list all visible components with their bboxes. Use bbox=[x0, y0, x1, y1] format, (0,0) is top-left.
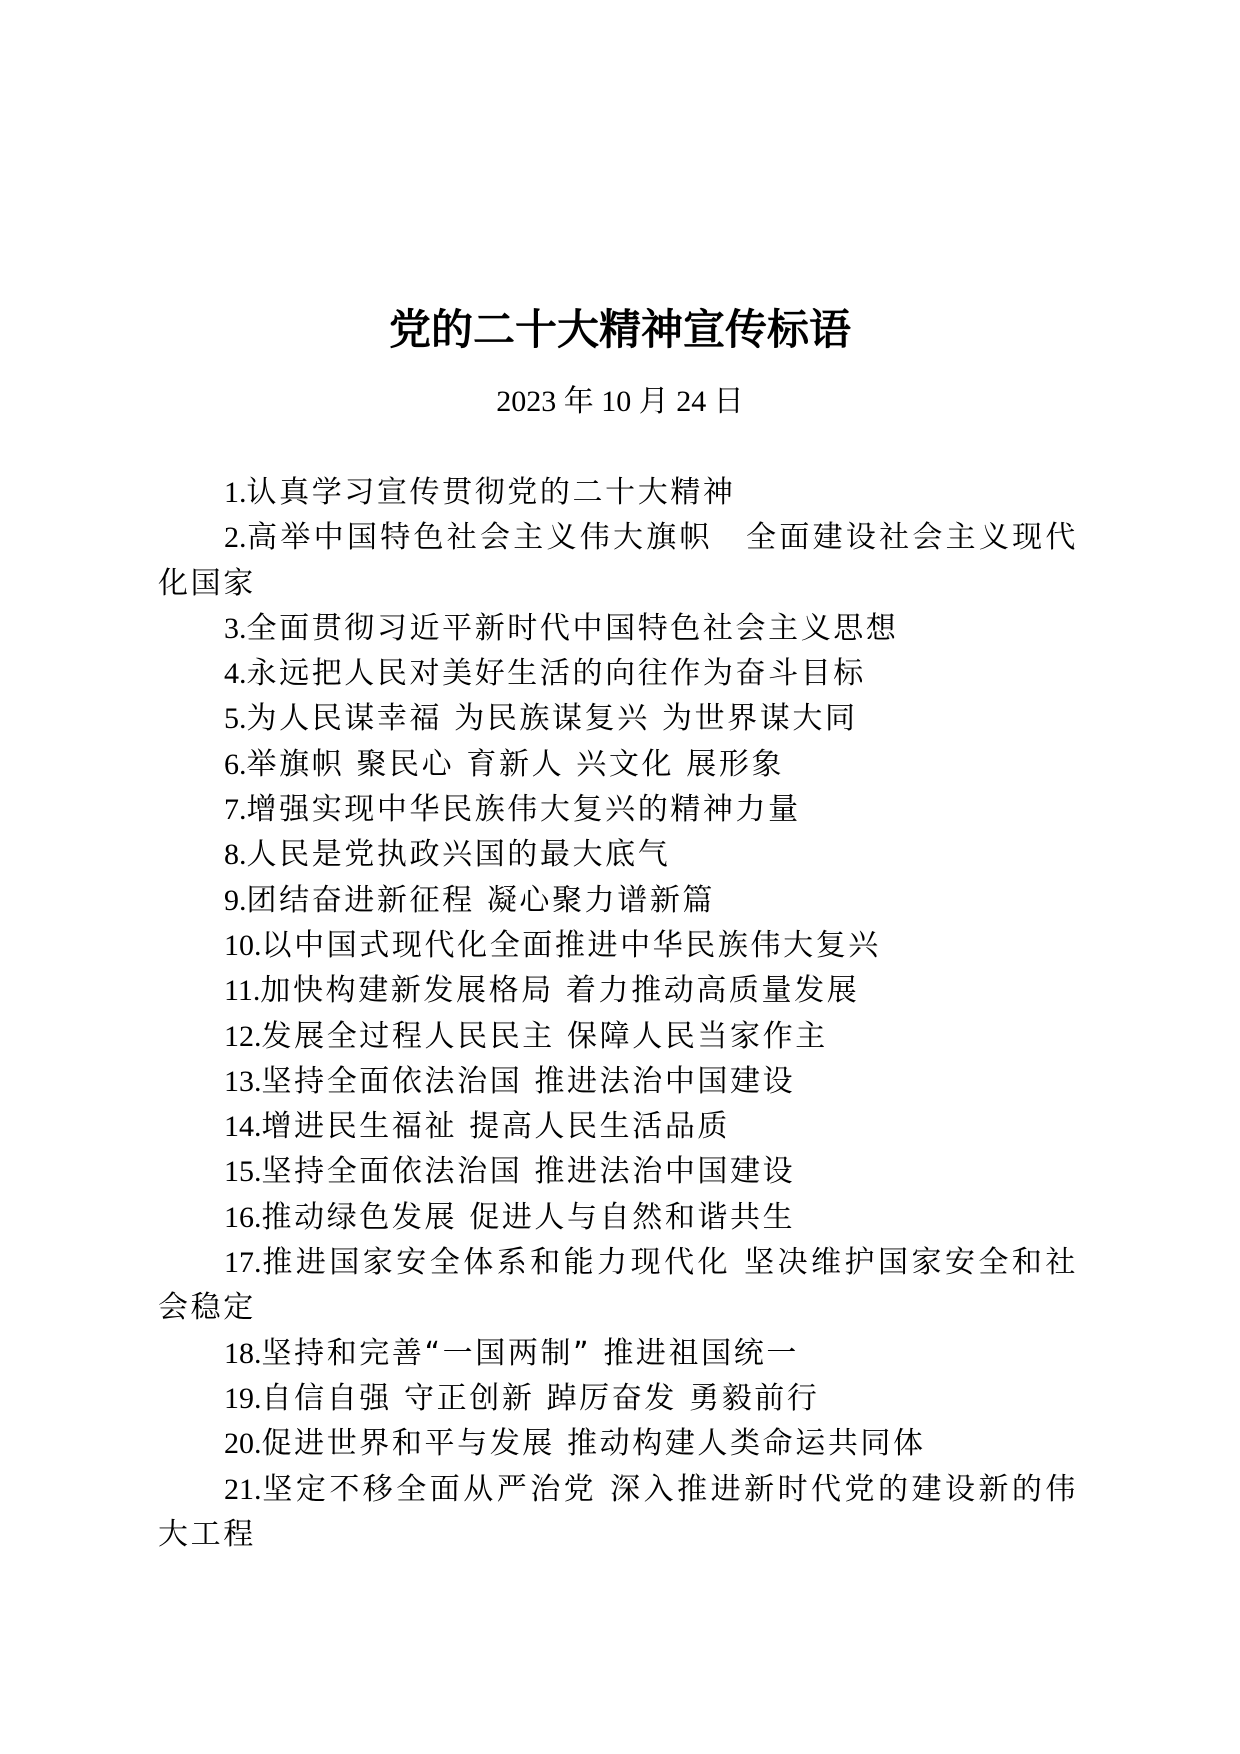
slogan-text: 推动绿色发展 促进人与自然和谐共生 bbox=[261, 1199, 796, 1235]
slogan-number: 12. bbox=[224, 1019, 262, 1053]
slogan-item bbox=[158, 651, 1078, 696]
slogan-text: 增强实现中华民族伟大复兴的精神力量 bbox=[246, 792, 801, 828]
slogan-item bbox=[158, 832, 1078, 877]
slogan-list bbox=[158, 470, 1078, 1557]
slogan-text: 发展全过程人民民主 保障人民当家作主 bbox=[261, 1018, 828, 1054]
slogan-number: 4. bbox=[224, 657, 247, 691]
slogan-number: 10. bbox=[224, 928, 262, 962]
slogan-text: 坚持全面依法治国 推进法治中国建设 bbox=[261, 1154, 796, 1190]
slogan-number: 6. bbox=[224, 747, 247, 781]
slogan-item bbox=[158, 742, 1078, 787]
slogan-number: 8. bbox=[224, 838, 247, 872]
slogan-text: 高举中国特色社会主义伟大旗帜 全面建设社会主义现代化国家 bbox=[158, 520, 1078, 601]
slogan-number: 3. bbox=[224, 611, 247, 645]
slogan-number: 20. bbox=[224, 1427, 262, 1461]
slogan-number: 14. bbox=[224, 1110, 262, 1144]
slogan-text: 认真学习宣传贯彻党的二十大精神 bbox=[246, 475, 736, 510]
slogan-text: 举旗帜 聚民心 育新人 兴文化 展形象 bbox=[246, 746, 785, 782]
slogan-number: 18. bbox=[224, 1336, 262, 1370]
slogan-item bbox=[158, 1104, 1078, 1149]
slogan-item bbox=[158, 515, 1078, 606]
slogan-item bbox=[158, 1149, 1078, 1194]
slogan-text: 推进国家安全体系和能力现代化 坚决维护国家安全和社会稳定 bbox=[158, 1245, 1078, 1326]
slogan-item bbox=[158, 1376, 1078, 1421]
slogan-item bbox=[158, 1014, 1078, 1059]
slogan-item bbox=[158, 1195, 1078, 1240]
slogan-number: 19. bbox=[224, 1381, 262, 1415]
slogan-number: 13. bbox=[224, 1064, 262, 1098]
slogan-item bbox=[158, 1059, 1078, 1104]
slogan-text: 自信自强 守正创新 踔厉奋发 勇毅前行 bbox=[261, 1380, 820, 1416]
slogan-number: 17. bbox=[224, 1246, 262, 1280]
slogan-item bbox=[158, 1331, 1078, 1376]
slogan-text: 坚持全面依法治国 推进法治中国建设 bbox=[261, 1063, 796, 1099]
slogan-text: 永远把人民对美好生活的向往作为奋斗目标 bbox=[246, 656, 866, 692]
slogan-item bbox=[158, 787, 1078, 832]
slogan-item bbox=[158, 968, 1078, 1013]
slogan-item bbox=[158, 470, 1078, 515]
slogan-text: 团结奋进新征程 凝心聚力谱新篇 bbox=[246, 882, 716, 918]
slogan-text: 为人民谋幸福 为民族谋复兴 为世界谋大同 bbox=[246, 701, 858, 737]
document-title: 党的二十大精神宣传标语 bbox=[388, 305, 851, 354]
slogan-item bbox=[158, 923, 1078, 968]
slogan-number: 5. bbox=[224, 702, 247, 736]
slogan-text: 坚持和完善“一国两制” 推进祖国统一 bbox=[261, 1335, 799, 1371]
document-date: 2023 年 10 月 24 日 bbox=[496, 385, 744, 418]
slogan-text: 人民是党执政兴国的最大底气 bbox=[246, 837, 671, 873]
slogan-item bbox=[158, 696, 1078, 741]
slogan-item bbox=[158, 878, 1078, 923]
slogan-number: 16. bbox=[224, 1200, 262, 1234]
slogan-number: 2. bbox=[224, 521, 247, 555]
slogan-text: 以中国式现代化全面推进中华民族伟大复兴 bbox=[261, 927, 881, 963]
slogan-item bbox=[158, 606, 1078, 651]
slogan-item bbox=[158, 1467, 1078, 1558]
slogan-item bbox=[158, 1240, 1078, 1331]
slogan-item bbox=[158, 1421, 1078, 1466]
slogan-text: 全面贯彻习近平新时代中国特色社会主义思想 bbox=[246, 610, 899, 646]
slogan-number: 1. bbox=[224, 476, 247, 509]
slogan-number: 21. bbox=[224, 1472, 262, 1506]
slogan-text: 坚定不移全面从严治党 深入推进新时代党的建设新的伟大工程 bbox=[158, 1471, 1078, 1552]
slogan-number: 15. bbox=[224, 1155, 262, 1189]
slogan-text: 促进世界和平与发展 推动构建人类命运共同体 bbox=[261, 1426, 926, 1462]
slogan-number: 11. bbox=[224, 974, 261, 1008]
slogan-number: 9. bbox=[224, 883, 247, 917]
slogan-number: 7. bbox=[224, 793, 247, 827]
slogan-text: 加快构建新发展格局 着力推动高质量发展 bbox=[260, 973, 860, 1009]
slogan-text: 增进民生福祉 提高人民生活品质 bbox=[261, 1109, 731, 1145]
